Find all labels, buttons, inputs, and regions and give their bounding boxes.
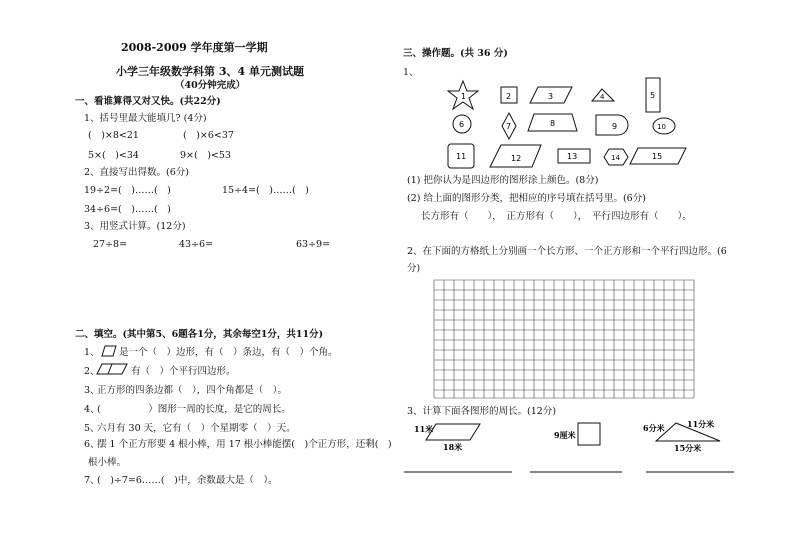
shape-number: 15: [652, 152, 663, 161]
s3-q3-text: 3、计算下面各图形的周长。(12分): [407, 406, 557, 417]
side-label: 6分米: [643, 423, 665, 433]
s3-q1-sub1: (1) 把你认为是四边形的图形涂上颜色。(8分): [407, 175, 599, 186]
s1-q3-label: 3、用竖式计算。(12分): [84, 221, 186, 232]
s1-q2-item: 15÷4=( )……( ): [222, 185, 309, 196]
side-label: 11米: [414, 424, 434, 434]
shape-number: 4: [600, 93, 605, 101]
s1-q1-item: 9×( )<53: [180, 150, 231, 161]
s2-item-text: ( )÷7=6……( )中，余数最大是（ ）。: [97, 475, 278, 486]
s2-item-num: 5、: [84, 423, 100, 434]
shape-number: 11: [456, 152, 467, 161]
s3-q2-text: 2、在下面的方格纸上分别画一个长方形、一个正方形和一个平行四边形。(6: [407, 246, 727, 257]
shape-number: 3: [548, 92, 554, 101]
side-label: 15分米: [674, 443, 702, 453]
section3-heading: 三、操作题。(共 36 分): [403, 48, 508, 59]
s2-item-text: ( ）图形一周的长度，是它的周长。: [97, 404, 291, 415]
parallelogram-figure: [426, 424, 480, 440]
shape-number: 12: [511, 154, 522, 163]
year-term-title: 2008-2009 学年度第一学期: [121, 41, 268, 54]
s1-q3-item: 63÷9=: [296, 239, 331, 250]
s2-item-num: 6、: [84, 439, 100, 450]
s2-item-text: 正方形的四条边都（ ），四个角都是（ ）。: [97, 385, 288, 396]
grid-paper[interactable]: [434, 280, 694, 398]
perimeter-figures: [400, 420, 740, 480]
section1-heading: 一、看谁算得又对又快。(共22分): [75, 96, 221, 107]
s1-q2-item: 34÷6=( )……( ): [84, 204, 171, 215]
parallelogram-figure: [101, 345, 117, 357]
s1-q2-label: 2、直接写出得数。(6分): [84, 167, 190, 178]
shape-number: 5: [650, 91, 656, 100]
composite-parallelogram-figure: [96, 363, 128, 375]
s2-item-text: 根小棒。: [88, 457, 127, 468]
shapes-panel: [446, 78, 706, 170]
s2-item-text: 六月有 30 天，它有（ ）个星期零（ ）天。: [97, 423, 296, 434]
side-label: 11分米: [687, 419, 715, 429]
s1-q2-item: 19÷2=( )……( ): [84, 185, 171, 196]
side-label: 18米: [443, 442, 463, 452]
s2-item-text: 摆 1 个正方形要 4 根小棒，用 17 根小棒能摆( )个正方形，还剩( ): [97, 439, 392, 450]
exam-title: 小学三年级数学科第 3、4 单元测试题: [116, 65, 304, 78]
s3-q2-text-cont: 分): [407, 263, 421, 274]
s3-q1-sub3: 长方形有（ ）， 正方形有（ ）， 平行四边形有（ ）。: [421, 211, 692, 222]
s1-q3-item: 27÷8=: [93, 239, 128, 250]
duration-note: （40分钟完成）: [175, 80, 246, 91]
s1-q1-item: 5×( )<34: [88, 150, 139, 161]
s3-q1-sub2: (2) 给上面的图形分类，把相应的序号填在括号里。(6分): [407, 193, 646, 204]
s1-q1-item: ( )×6<37: [183, 130, 234, 141]
shape-number: 7: [506, 122, 512, 131]
shape-number: 9: [612, 122, 618, 131]
section2-heading: 二、填空。(其中第5、6题各1分，其余每空1分，共11分): [75, 329, 324, 340]
side-label: 9厘米: [554, 430, 576, 440]
s2-item-num: 3、: [84, 385, 100, 396]
s2-item-num: 2、: [84, 366, 100, 377]
shape-number: 13: [567, 152, 578, 161]
s2-item-text: 有（ ）个平行四边形。: [131, 366, 236, 377]
s2-item-num: 7、: [84, 475, 100, 486]
shape-number: 1: [461, 92, 467, 101]
shape-number: 10: [657, 123, 666, 131]
s1-q1-item: ( )×8<21: [88, 130, 139, 141]
shape-number: 2: [506, 92, 512, 101]
s3-q1-num: 1、: [403, 67, 419, 78]
shape-number: 8: [550, 119, 556, 128]
shape-number: 14: [611, 154, 620, 162]
shape-number: 6: [459, 120, 465, 129]
s1-q3-item: 43÷6=: [179, 239, 214, 250]
s2-item-num: 4、: [84, 404, 100, 415]
s2-item-num: 1、: [84, 347, 100, 358]
s1-q1-label: 1、括号里最大能填几? (4分): [84, 113, 207, 124]
s2-item-text: 是一个（ ）边形，有（ ）条边，有（ ）个角。: [119, 347, 338, 358]
square-figure: [578, 423, 600, 445]
